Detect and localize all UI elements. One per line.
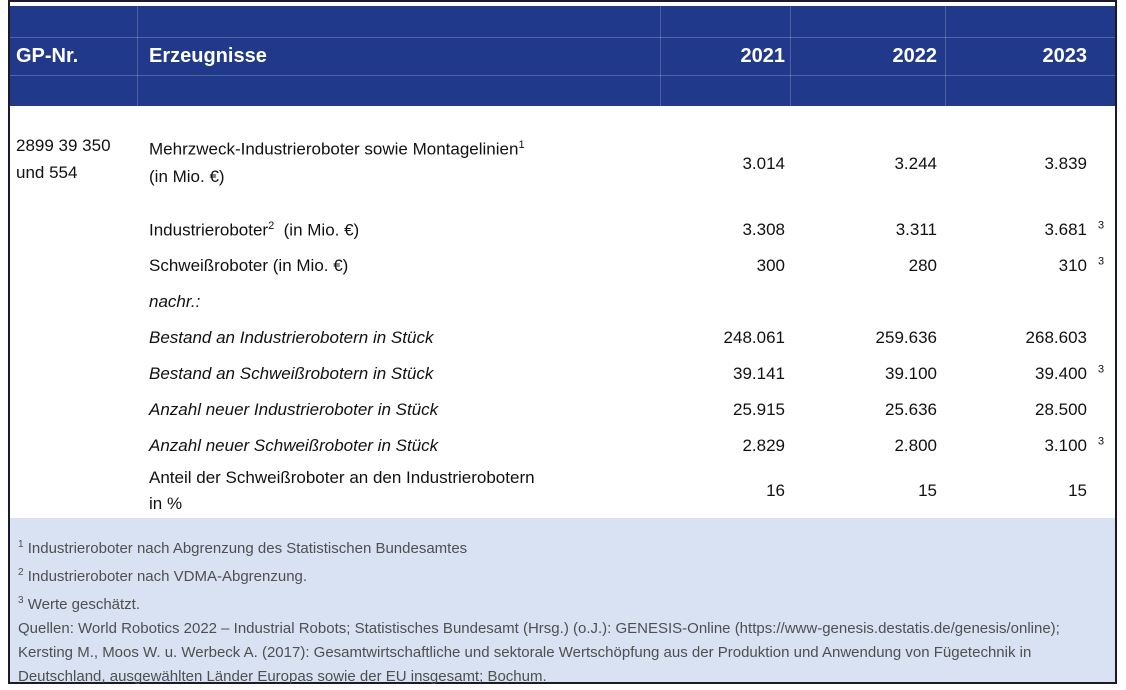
value-2022: 39.100 xyxy=(885,364,937,383)
table-row xyxy=(10,212,1115,248)
header-band-top xyxy=(10,6,1115,38)
product-label: nachr.: xyxy=(149,292,201,311)
column-header-gp-nr: GP-Nr. xyxy=(16,45,79,67)
value-2023-cell xyxy=(945,256,1115,276)
value-2023-cell xyxy=(945,132,1115,174)
product-label: Mehrzweck-Industrieroboter sowie Montagelinien xyxy=(149,139,519,159)
footnote-2-marker: 2 xyxy=(18,567,24,578)
value-2023-cell xyxy=(945,220,1115,240)
product-label: Anzahl neuer Industrieroboter in Stück xyxy=(149,400,439,419)
footnote-mark-slot xyxy=(1087,220,1115,240)
value-2023: 268.603 xyxy=(1025,328,1087,347)
value-2021: 25.915 xyxy=(733,400,785,419)
product-label: Bestand an Schweißrobotern in Stück xyxy=(149,364,434,383)
value-2023: 39.400 xyxy=(1035,364,1087,383)
gp-number-line1: 2899 39 350 xyxy=(16,136,111,155)
footnote-mark: 3 xyxy=(1097,363,1105,376)
value-2022: 3.311 xyxy=(895,220,937,239)
value-2023: 28.500 xyxy=(1035,400,1087,419)
footnote-2 xyxy=(18,561,1105,589)
statistics-table xyxy=(8,0,1117,684)
footnote-1-marker: 1 xyxy=(18,539,24,550)
table-row xyxy=(10,464,1115,518)
value-2023: 310 xyxy=(1058,256,1087,275)
product-label: Anzahl neuer Schweißroboter in Stück xyxy=(149,436,439,455)
footnote-1 xyxy=(18,533,1105,561)
gp-number-line2: und 554 xyxy=(16,163,78,182)
header-divider xyxy=(790,6,791,106)
value-2023: 3.839 xyxy=(1044,154,1087,173)
header-divider xyxy=(945,6,946,106)
column-header-products: Erzeugnisse xyxy=(149,45,267,67)
value-2022: 25.636 xyxy=(885,400,937,419)
product-label: Anteil der Schweißroboter an den Industrierobotern xyxy=(149,468,535,487)
table-row xyxy=(10,356,1115,392)
value-2023: 15 xyxy=(1068,481,1087,500)
footnote-ref: 1 xyxy=(518,139,525,151)
value-2022: 259.636 xyxy=(875,328,937,347)
table-body xyxy=(10,106,1115,518)
column-header-year-2021: 2021 xyxy=(740,45,785,67)
footnote-2-text: Industrieroboter nach VDMA-Abgrenzung. xyxy=(27,568,308,585)
header-divider xyxy=(660,6,661,106)
value-2021: 2.829 xyxy=(742,436,785,455)
value-2023: 3.100 xyxy=(1044,436,1087,455)
footnote-mark: 3 xyxy=(1097,255,1105,268)
product-label: Bestand an Industrierobotern in Stück xyxy=(149,328,434,347)
value-2022: 15 xyxy=(918,481,937,500)
table-header xyxy=(10,6,1115,106)
footnote-mark-slot xyxy=(1087,436,1115,456)
year-2023-label: 2023 xyxy=(1042,45,1087,67)
product-label: Industrieroboter xyxy=(149,220,269,240)
footnote-mark: 3 xyxy=(1097,219,1105,232)
product-label-cell xyxy=(137,220,660,241)
footnote-ref: 2 xyxy=(268,219,275,232)
value-2022: 2.800 xyxy=(894,436,937,455)
header-band-labels xyxy=(10,38,1115,76)
value-2021: 300 xyxy=(756,256,785,275)
table-row xyxy=(10,392,1115,428)
table-row xyxy=(10,428,1115,464)
table-row xyxy=(10,132,1115,196)
footnote-mark-slot xyxy=(1087,256,1115,276)
footnote-3-marker: 3 xyxy=(18,595,24,606)
product-label-cell xyxy=(137,132,660,190)
product-label-line2: (in Mio. €) xyxy=(149,166,225,186)
product-label-tail: (in Mio. €) xyxy=(274,220,360,240)
table-row xyxy=(10,284,1115,320)
header-divider xyxy=(137,6,138,106)
value-2022: 280 xyxy=(908,256,937,275)
sources-text: Quellen: World Robotics 2022 – Industrial Robots; Statistisches Bundesamt (Hrsg.) (o.J.): GENESIS-Online (https://www-genesis.destatis.de/genesis/online); Kersting M., Moos W. u. Werbeck A. (2017): Gesamtwirtschaftliche und sektorale Wertschöpfung aus der Produktion und Anwendung von Fügetechnik in Deutschland, ausgewählten Länder Europas sowie der EU insgesamt; Bochum. xyxy=(18,620,1060,685)
footnote-3 xyxy=(18,589,1105,617)
value-2023-cell xyxy=(945,364,1115,384)
value-2021: 248.061 xyxy=(723,328,785,347)
value-2023-cell xyxy=(945,292,1115,312)
value-2021: 3.014 xyxy=(742,154,785,173)
column-header-year-2023 xyxy=(945,45,1115,68)
footnote-mark: 3 xyxy=(1097,435,1105,448)
value-2023-cell xyxy=(945,481,1115,501)
table-footnotes xyxy=(10,518,1115,685)
value-2021: 39.141 xyxy=(733,364,785,383)
product-label-cell xyxy=(137,465,660,517)
product-label: Schweißroboter (in Mio. €) xyxy=(149,256,349,275)
table-row xyxy=(10,248,1115,284)
footnote-1-text: Industrieroboter nach Abgrenzung des Statistischen Bundesamtes xyxy=(27,540,468,557)
footnote-3-text: Werte geschätzt. xyxy=(27,596,141,613)
table-row xyxy=(10,320,1115,356)
value-2023-cell xyxy=(945,400,1115,420)
value-2021: 16 xyxy=(766,481,785,500)
value-2021: 3.308 xyxy=(742,220,785,239)
value-2023-cell xyxy=(945,436,1115,456)
gp-number-cell xyxy=(10,132,137,186)
column-header-year-2022: 2022 xyxy=(892,45,937,67)
value-2023-cell xyxy=(945,328,1115,348)
value-2022: 3.244 xyxy=(894,154,937,173)
value-2023: 3.681 xyxy=(1044,220,1087,239)
product-label-line2: in % xyxy=(149,494,183,513)
footnote-mark-slot xyxy=(1087,364,1115,384)
